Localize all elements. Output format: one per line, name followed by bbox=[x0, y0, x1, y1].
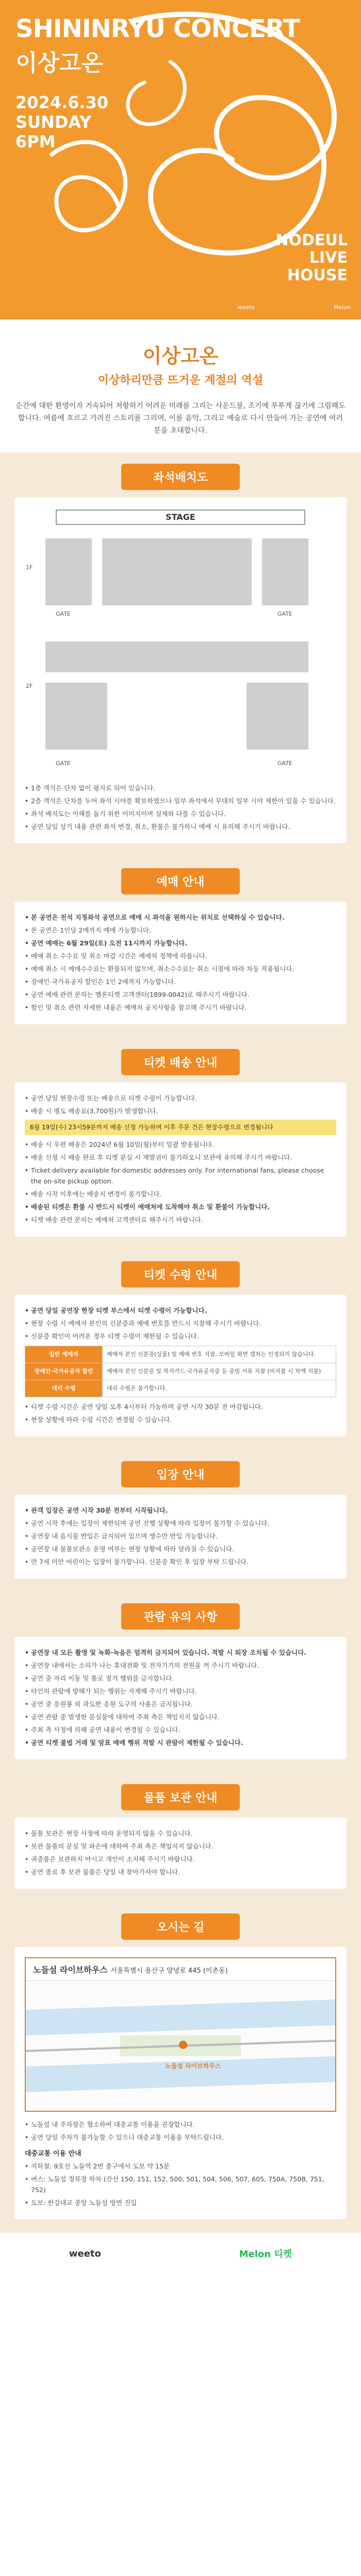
venue-line-1: NODEUL bbox=[275, 231, 348, 249]
venue-line-3: HOUSE bbox=[287, 266, 348, 284]
list-item: • 공연 당일 상기 내용 관련 좌석 변경, 취소, 환불은 불가하니 예매 시 유의해 주시기 바랍니다. bbox=[25, 821, 336, 832]
list-item: • 만 7세 미만 어린이는 입장이 불가합니다. 신분증 확인 후 입장 부탁 드립니다. bbox=[25, 1556, 336, 1567]
list-item: • 공연 예매는 6월 29일(토) 오전 11시까지 가능합니다. bbox=[25, 938, 336, 948]
caution-title: 관람 유의 사항 bbox=[121, 1603, 240, 1630]
list-item: • 관객 입장은 공연 시작 30분 전부터 시작됩니다. bbox=[25, 1505, 336, 1516]
storage-section bbox=[0, 1773, 361, 1902]
list-item: • 현장 수령 시 예매자 본인의 신분증과 예매 번호를 반드시 지참해 주시기 바랍니다. bbox=[25, 1318, 336, 1329]
list-item: • 공연 당일 현장수령 또는 배송으로 티켓 수령이 가능합니다. bbox=[25, 1093, 336, 1104]
location-section bbox=[0, 1902, 361, 2233]
seat-block bbox=[262, 538, 308, 605]
list-item: • 장애인·국가유공자 할인은 1인 2매까지 가능합니다. bbox=[25, 976, 336, 987]
seat-block bbox=[102, 538, 252, 605]
location-notes bbox=[25, 2119, 336, 2143]
storage-notes bbox=[25, 1828, 336, 1877]
table-cell: 예매자 본인 신분증(실물) 및 예매 번호 지참, 모바일 화면 캡처는 인정되지 않습니다. bbox=[103, 1346, 336, 1363]
entry-card bbox=[14, 1495, 347, 1579]
list-item: • 공연 중 응원봉 외 과도한 응원 도구의 사용은 금지됩니다. bbox=[25, 1699, 336, 1709]
entry-title: 입장 안내 bbox=[121, 1461, 240, 1487]
list-item: • 2층 객석은 단차를 두어 좌석 시야를 확보하였으나 일부 좌석에서 무대의 일부 시야 제한이 있을 수 있습니다. bbox=[25, 795, 336, 806]
table-row bbox=[25, 1363, 336, 1380]
list-item: • 공연장 내 물품보관소 운영 여부는 현장 상황에 따라 달라질 수 있습니다. bbox=[25, 1544, 336, 1554]
weeto-footer-logo: weeto bbox=[69, 2248, 101, 2259]
floor-2-label: 2F bbox=[26, 683, 33, 689]
booking-section bbox=[0, 857, 361, 1038]
table-row bbox=[25, 1380, 336, 1397]
table-header-cell: 대리 수령 bbox=[25, 1380, 103, 1397]
list-item: • 물품 보관은 현장 사정에 따라 운영되지 않을 수 있습니다. bbox=[25, 1828, 336, 1839]
seat-map bbox=[25, 507, 336, 775]
pickup-after-notes bbox=[25, 1401, 336, 1425]
table-cell: 대리 수령은 불가합니다. bbox=[103, 1380, 336, 1397]
venue-name bbox=[276, 232, 348, 284]
seat-block bbox=[45, 683, 107, 750]
melon-logo: Melon bbox=[333, 304, 351, 311]
booking-title: 예매 안내 bbox=[121, 868, 240, 894]
venue-line-2: LIVE bbox=[309, 249, 348, 267]
pickup-table bbox=[25, 1346, 336, 1397]
map-graphic bbox=[26, 1979, 335, 2112]
pickup-notes bbox=[25, 1305, 336, 1342]
list-item: • 배송 신청 시 배송 완료 후 티켓 분실 시 재발권이 불가하오니 보관에 유의해 주시기 바랍니다. bbox=[25, 1152, 336, 1163]
venue-name-label: 노들섬 라이브하우스 bbox=[33, 1965, 108, 1975]
list-item: • 티켓 수령 시간은 공연 당일 오후 4시부터 가능하며 공연 시작 30분 전 마감됩니다. bbox=[25, 1401, 336, 1412]
location-title: 오시는 길 bbox=[121, 1913, 240, 1940]
list-item: • 신분증 확인이 어려운 경우 티켓 수령이 제한될 수 있습니다. bbox=[25, 1331, 336, 1342]
seat-block bbox=[247, 683, 308, 750]
intro-description: 순간에 대한 환영이자 거속되어 저항하기 어려운 미래를 그리는 사운드를, 조기에 푸투계 끊기에 그림해도 합니다. 여름에 흐르고 가려진 스토리를 그리며, 이를 음악, 그리고 예술로 다시 만들어 가는 공연에 여러분을 초대합니다. bbox=[15, 402, 346, 435]
entry-section bbox=[0, 1450, 361, 1592]
seat-section bbox=[0, 452, 361, 857]
storage-title: 물품 보관 안내 bbox=[121, 1784, 240, 1810]
list-item: • 티켓 배송 관련 문의는 예매처 고객센터로 해주시기 바랍니다. bbox=[25, 1214, 336, 1225]
list-item: • 공연 예매 관련 문의는 멜론티켓 고객센터(1899-0042)로 해주시기 바랍니다. bbox=[25, 989, 336, 1000]
hero-logos bbox=[237, 304, 351, 311]
table-cell: 예매자 본인 신분증 및 복지카드·국가유공자증 등 증빙 서류 지참 (미지참 시 차액 지불) bbox=[103, 1363, 336, 1380]
location-card bbox=[14, 1947, 347, 2219]
list-item: • 주최 측 사정에 의해 공연 내용이 변경될 수 있습니다. bbox=[25, 1724, 336, 1735]
list-item: • 배송 시 별도 배송료(3,700원)가 발생합니다. bbox=[25, 1106, 336, 1116]
list-item: • 좌석 배치도는 이해를 돕기 위한 이미지이며 실제와 다를 수 있습니다. bbox=[25, 808, 336, 819]
list-item: • 도보: 한강대교 중앙 노들섬 방면 진입 bbox=[25, 2197, 336, 2208]
list-item: • 공연장 내 음식물 반입은 금지되어 있으며 생수만 반입 가능합니다. bbox=[25, 1531, 336, 1541]
list-item: • 공연장 내 모든 촬영 및 녹화·녹음은 엄격히 금지되어 있습니다. 적발 시 퇴장 조치될 수 있습니다. bbox=[25, 1647, 336, 1658]
list-item: • 버스: 노들섬 정류장 하차 (간선 150, 151, 152, 500, 501, 504, 506, 507, 605, 750A, 750B, 751, 752) bbox=[25, 2174, 336, 2195]
list-item: • 공연장 내에서는 소리가 나는 휴대전화 및 전자기기의 전원을 꺼 주시기 바랍니다. bbox=[25, 1660, 336, 1671]
caution-card bbox=[14, 1637, 347, 1759]
hero-poster bbox=[0, 0, 361, 319]
list-item: • 할인 및 취소 관련 자세한 내용은 예매처 공지사항을 참고해 주시기 바랍니다. bbox=[25, 1002, 336, 1013]
list-item: • 배송된 티켓은 환불 시 반드시 티켓이 예매처에 도착해야 취소 및 환불이 가능합니다. bbox=[25, 1201, 336, 1212]
artist-name: 이상고온 bbox=[15, 50, 104, 76]
venue-address: 서울특별시 용산구 양녕로 445 (이촌동) bbox=[110, 1967, 228, 1975]
list-item: • 본 공연은 전석 지정좌석 공연으로 예매 시 좌석을 원하시는 위치로 선택하실 수 있습니다. bbox=[25, 912, 336, 923]
pickup-section bbox=[0, 1250, 361, 1450]
intro-subtitle: 이상하리만큼 뜨거운 계절의 역설 bbox=[97, 374, 264, 387]
transit-notes bbox=[25, 2161, 336, 2208]
seat-card bbox=[14, 497, 347, 843]
storage-card bbox=[14, 1818, 347, 1889]
gate-label: GATE bbox=[56, 611, 71, 617]
stage-label: STAGE bbox=[56, 510, 305, 525]
seat-block bbox=[45, 538, 92, 605]
venue-marker-icon bbox=[179, 2041, 187, 2049]
booking-card bbox=[14, 902, 347, 1024]
list-item: • 공연 중 자리 이동 및 통로 점거 행위를 금지합니다. bbox=[25, 1673, 336, 1684]
list-item: • 배송 시 우편 배송은 2024년 6월 10일(월)부터 일괄 발송됩니다. bbox=[25, 1139, 336, 1150]
ticketing-section bbox=[0, 1038, 361, 1250]
list-item: • 보관 물품의 분실 및 파손에 대하여 주최 측은 책임지지 않습니다. bbox=[25, 1841, 336, 1852]
list-item: • 노들섬 내 주차장은 협소하여 대중교통 이용을 권장합니다. bbox=[25, 2119, 336, 2130]
list-item: • 공연 티켓 불법 거래 및 암표 매매 행위 적발 시 관람이 제한될 수 있습니다. bbox=[25, 1737, 336, 1748]
list-item: • 예매 취소 시 예매수수료는 환불되지 않으며, 취소수수료는 취소 시점에 따라 차등 적용됩니다. bbox=[25, 963, 336, 974]
list-item: • 지하철: 9호선 노들역 2번 출구에서 도보 약 15분 bbox=[25, 2161, 336, 2172]
transit-title: 대중교통 이용 안내 bbox=[25, 2150, 81, 2158]
list-item: • 현장 상황에 따라 수령 시간은 변경될 수 있습니다. bbox=[25, 1414, 336, 1425]
concert-datetime bbox=[15, 93, 108, 151]
list-item: • 예매 취소 수수료 및 취소 마감 시간은 예매처 정책에 따릅니다. bbox=[25, 951, 336, 961]
list-item: • 귀중품은 보관하지 마시고 개인이 소지해 주시기 바랍니다. bbox=[25, 1854, 336, 1865]
ticketing-title: 티켓 배송 안내 bbox=[121, 1049, 240, 1075]
list-item: • 배송 시작 이후에는 배송지 변경이 불가합니다. bbox=[25, 1189, 336, 1199]
concert-date: 2024.6.30 bbox=[15, 93, 109, 112]
melon-ticket-footer-logo: Melon 티켓 bbox=[239, 2249, 292, 2260]
intro-section bbox=[0, 319, 361, 452]
map-venue-label: 노들섬 라이브하우스 bbox=[165, 2062, 221, 2070]
pickup-card bbox=[14, 1295, 347, 1436]
footer-logos bbox=[0, 2233, 361, 2274]
ticketing-notes bbox=[25, 1093, 336, 1116]
list-item: • 공연 관람 중 발생한 분실물에 대하여 주최 측은 책임지지 않습니다. bbox=[25, 1711, 336, 1722]
booking-notes bbox=[25, 912, 336, 1013]
delivery-deadline-highlight: 6월 19일(수) 23시59분까지 배송 신청 가능하며 이후 주문 건은 현장수령으로 변경됩니다 bbox=[25, 1120, 336, 1135]
map-address-bar bbox=[26, 1958, 335, 1981]
entry-notes bbox=[25, 1505, 336, 1567]
gate-label: GATE bbox=[277, 760, 292, 767]
gate-label: GATE bbox=[56, 760, 71, 767]
caution-section bbox=[0, 1592, 361, 1773]
concert-title: SHININRYU CONCERT bbox=[15, 14, 300, 43]
ticketing-notes-more bbox=[25, 1139, 336, 1225]
list-item: • 타인의 관람에 방해가 되는 행위는 자제해 주시기 바랍니다. bbox=[25, 1686, 336, 1697]
ticketing-card bbox=[14, 1082, 347, 1236]
table-header-cell: 일반 예매자 bbox=[25, 1346, 103, 1363]
pickup-title: 티켓 수령 안내 bbox=[121, 1261, 240, 1287]
floor-1-label: 1F bbox=[26, 564, 33, 571]
list-item: • 공연 당일 공연장 현장 티켓 부스에서 티켓 수령이 가능합니다. bbox=[25, 1305, 336, 1316]
concert-time: 6PM bbox=[15, 132, 56, 151]
gate-label: GATE bbox=[277, 611, 292, 617]
list-item: • 공연 종료 후 보관 물품은 당일 내 찾아가셔야 합니다. bbox=[25, 1867, 336, 1877]
list-item: • 공연 시작 후에는 입장이 제한되며 공연 진행 상황에 따라 입장이 불가할 수 있습니다. bbox=[25, 1518, 336, 1529]
seat-block bbox=[45, 641, 308, 672]
seat-title: 좌석배치도 bbox=[121, 464, 240, 490]
table-row bbox=[25, 1346, 336, 1363]
weeto-logo: weeto bbox=[237, 304, 255, 311]
table-header-cell: 장애인·국가유공자 할인 bbox=[25, 1363, 103, 1380]
intro-name: 이상고온 bbox=[142, 345, 219, 367]
caution-notes bbox=[25, 1647, 336, 1748]
venue-map[interactable] bbox=[25, 1957, 336, 2112]
list-item: • 1층 객석은 단차 없이 평지로 되어 있습니다. bbox=[25, 783, 336, 793]
list-item: • 본 공연은 1인당 2매까지 예매 가능합니다. bbox=[25, 925, 336, 936]
list-item: • 공연 당일 주차가 불가능할 수 있으니 대중교통 이용을 부탁드립니다. bbox=[25, 2132, 336, 2143]
list-item: • Ticket delivery available for domestic addresses only. For international fans, please choose the on-site pickup option. bbox=[25, 1165, 336, 1187]
seat-notes bbox=[25, 783, 336, 832]
concert-day: SUNDAY bbox=[15, 112, 92, 132]
